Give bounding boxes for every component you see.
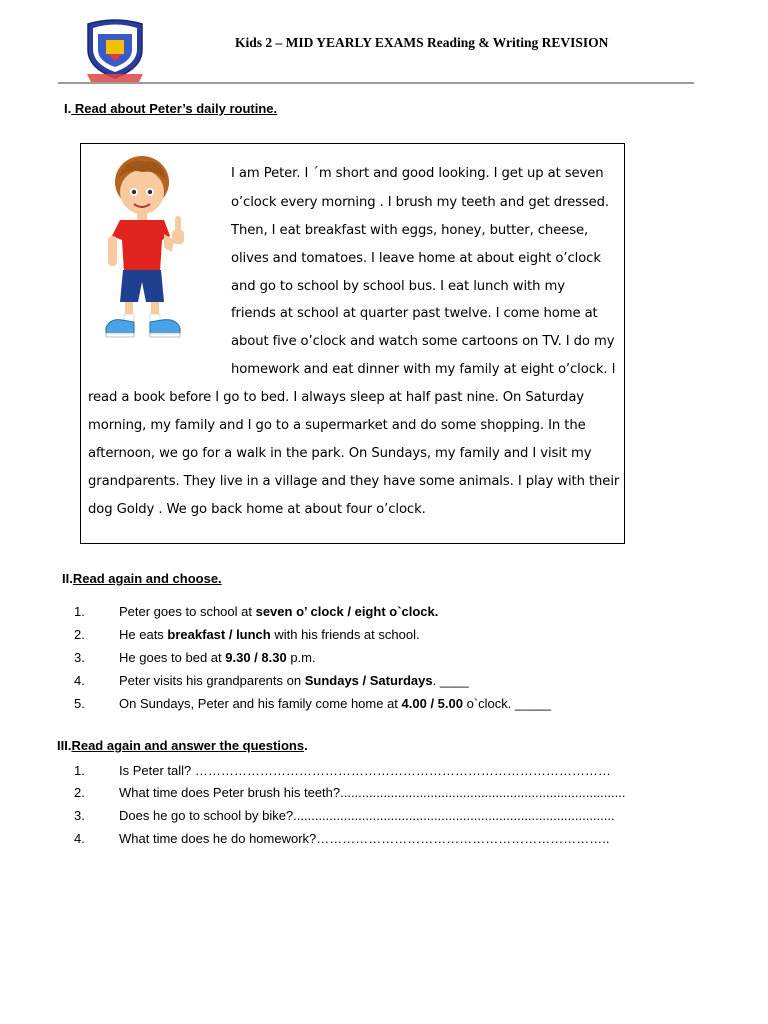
choice-options: breakfast / lunch (167, 627, 271, 642)
page-title: Kids 2 – MID YEARLY EXAMS Reading & Writing REVISION (235, 35, 609, 50)
section-2-number: II. (62, 571, 73, 586)
choice-item: Peter visits his grandparents on Sundays / Saturdays. ____ (119, 673, 469, 688)
story-line: read a book before I go to bed. I always sleep at half past nine. On Saturday (88, 390, 585, 405)
choice-options: 9.30 / 8.30 (225, 650, 287, 665)
choice-options: Sundays / Saturdays (304, 673, 433, 688)
choice-item: Peter goes to school at seven o’ clock / eight o`clock. (119, 604, 439, 619)
story-line: morning, my family and I go to a supermarket and do some shopping. In the (88, 418, 586, 433)
story-line: I am Peter. I ´m short and good looking. I get up at seven (231, 166, 604, 181)
story-line: friends at school at quarter past twelve. I come home at (231, 306, 598, 321)
choice-options: 4.00 / 5.00 (401, 696, 463, 711)
choice-item-number: 3. (74, 650, 85, 665)
choice-item-number: 2. (74, 627, 85, 642)
choice-item: He eats breakfast / lunch with his friends at school. (119, 627, 420, 642)
story-line: grandparents. They live in a village and they have some animals. I play with their (88, 474, 620, 489)
choice-item: He goes to bed at 9.30 / 8.30 p.m. (119, 650, 316, 665)
choice-item-number: 5. (74, 696, 85, 711)
section-3-heading: III.Read again and answer the questions. (57, 738, 308, 753)
story-line: homework and eat dinner with my family at eight o’clock. I (231, 362, 616, 377)
question-number: 3. (74, 808, 85, 823)
choice-options: seven o’ clock / eight o`clock. (255, 604, 439, 619)
question-item: Does he go to school by bike?......................................................................................... (119, 808, 615, 823)
section-3-title: Read again and answer the questions (71, 738, 305, 753)
story-line: Then, I eat breakfast with eggs, honey, butter, cheese, (231, 223, 589, 238)
choice-item-number: 1. (74, 604, 85, 619)
section-2-heading (62, 571, 222, 586)
question-number: 4. (74, 831, 85, 846)
section-3-number: III. (57, 738, 72, 753)
story-line: o’clock every morning . I brush my teeth and get dressed. (231, 195, 609, 210)
story-line: olives and tomatoes. I leave home at about eight o’clock (231, 251, 601, 266)
question-item: What time does Peter brush his teeth?............................................................................... (119, 785, 626, 800)
question-number: 2. (74, 785, 85, 800)
header-divider (58, 82, 694, 84)
question-item: Is Peter tall? …………………………………………………………………………………… (119, 763, 611, 778)
story-line: and go to school by school bus. I eat lunch with my (231, 279, 565, 294)
story-line: dog Goldy . We go back home at about four o’clock. (88, 502, 426, 517)
section-1-title: Read about Peter’s daily routine. (71, 101, 278, 116)
school-crest-icon (84, 16, 146, 82)
section-2-title: Read again and choose. (72, 571, 222, 586)
story-line: afternoon, we go for a walk in the park. On Sundays, my family and I visit my (88, 446, 592, 461)
choice-item-number: 4. (74, 673, 85, 688)
question-number: 1. (74, 763, 85, 778)
boy-thumbs-up-icon (100, 152, 190, 342)
peter-illustration (100, 152, 190, 342)
section-1-heading (64, 101, 277, 116)
question-item: What time does he do homework?………………………………………………………….. (119, 831, 610, 846)
choice-item: On Sundays, Peter and his family come home at 4.00 / 5.00 o`clock. _____ (119, 696, 552, 711)
story-line: about five o’clock and watch some cartoons on TV. I do my (231, 334, 615, 349)
school-logo (84, 16, 146, 82)
section-1-number: I. (64, 101, 72, 116)
